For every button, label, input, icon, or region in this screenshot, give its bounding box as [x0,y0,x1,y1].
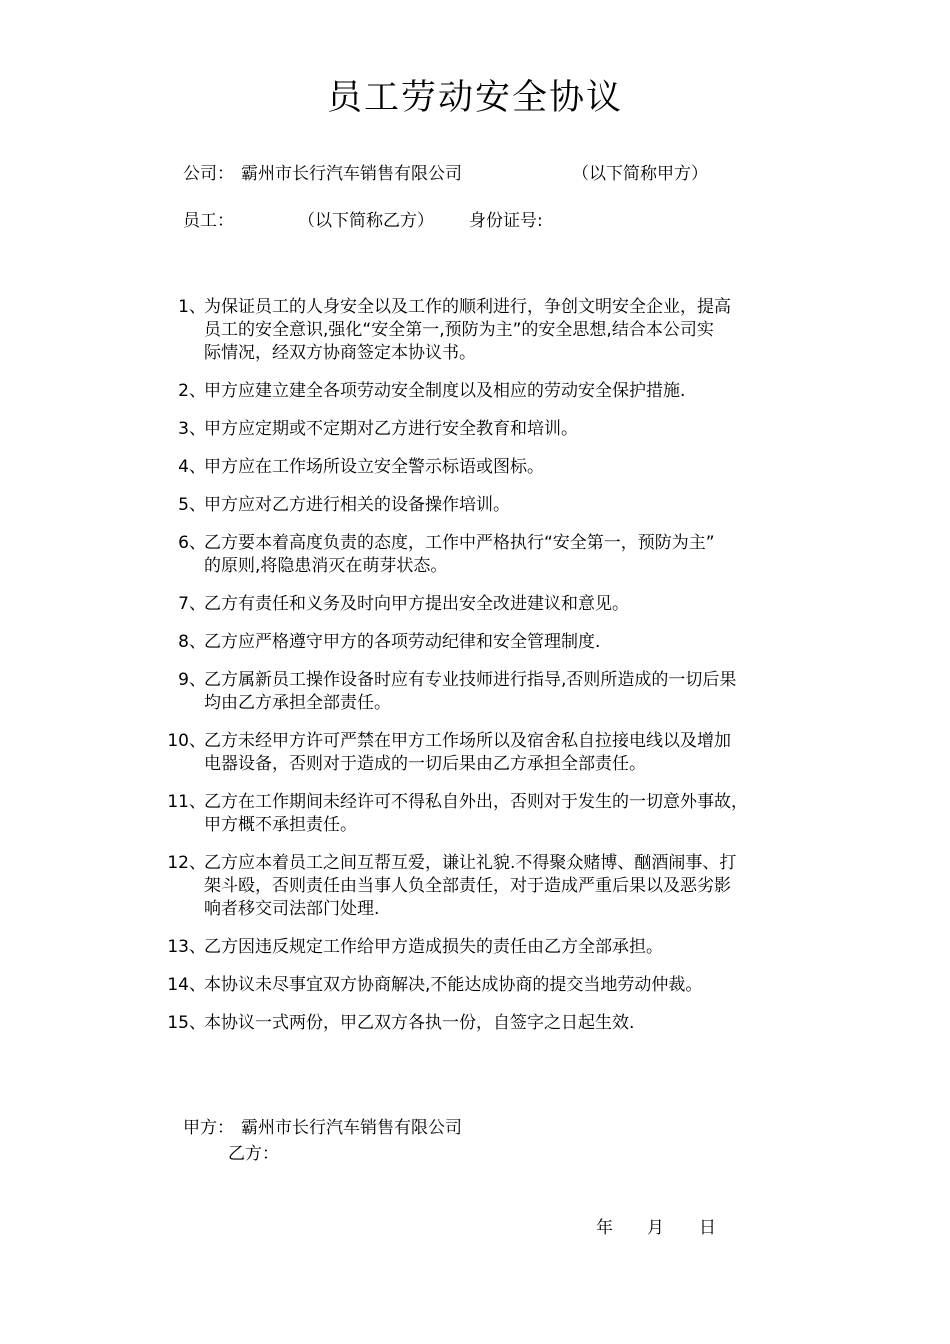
company-name: 霸州市长行汽车销售有限公司 [241,164,462,184]
clause-text-line: 乙方属新员工操作设备时应有专业技师进行指导,否则所造成的一切后果 [204,670,737,690]
clause-number: 4、 [178,457,206,477]
clause-number: 1、 [178,297,206,317]
clause-text-line: 甲方概不承担责任。 [204,815,357,835]
employee-label: 员工： [183,211,234,231]
date-year-label: 年 [596,1218,613,1238]
clause-item [160,730,820,776]
clause-item [160,1012,820,1035]
clause-text-line: 乙方因违反规定工作给甲方造成损失的责任由乙方全部承担。 [204,937,663,957]
date-month-label: 月 [647,1218,664,1238]
signature-party-a-label: 甲方： [183,1118,234,1138]
clause-text-line: 的原则,将隐患消灭在萌芽状态。 [204,556,448,576]
clause-text-line: 际情况，经双方协商签定本协议书。 [204,343,476,363]
clause-number: 2、 [178,381,206,401]
clause-text-line: 乙方应严格遵守甲方的各项劳动纪律和安全管理制度. [204,632,601,652]
signature-party-b-label: 乙方： [228,1144,279,1164]
clause-item [160,593,820,616]
clause-item [160,936,820,959]
clause-text-line: 乙方在工作期间未经许可不得私自外出，否则对于发生的一切意外事故， [204,792,748,812]
clause-text-line: 员工的安全意识,强化“安全第一,预防为主”的安全思想,结合本公司实 [204,320,714,340]
clause-number: 6、 [178,533,206,553]
clause-item [160,418,820,441]
document-title: 员工劳动安全协议 [326,78,623,118]
clause-text-line: 甲方应建立建全各项劳动安全制度以及相应的劳动安全保护措施. [204,381,686,401]
clause-list [160,296,820,1050]
clause-item [160,380,820,403]
clause-item [160,532,820,578]
clause-number: 15、 [167,1013,206,1033]
clause-number: 5、 [178,495,206,515]
clause-text-line: 乙方未经甲方许可严禁在甲方工作场所以及宿舍私自拉接电线以及增加 [204,731,731,751]
clause-text-line: 甲方应对乙方进行相关的设备操作培训。 [204,495,510,515]
clause-text-line: 甲方应在工作场所设立安全警示标语或图标。 [204,457,544,477]
clause-text-line: 电器设备，否则对于造成的一切后果由乙方承担全部责任。 [204,754,646,774]
clause-number: 13、 [167,937,206,957]
clause-text-line: 架斗殴，否则责任由当事人负全部责任，对于造成严重后果以及恶劣影 [204,876,731,896]
signature-party-a-name: 霸州市长行汽车销售有限公司 [241,1118,462,1138]
clause-text-line: 均由乙方承担全部责任。 [204,693,391,713]
clause-text-line: 本协议未尽事宜双方协商解决,不能达成协商的提交当地劳动仲裁。 [204,975,703,995]
clause-item [160,456,820,479]
clause-number: 10、 [167,731,206,751]
party-b-note: （以下简称乙方） [298,211,434,231]
clause-item [160,669,820,715]
clause-item [160,791,820,837]
clause-text-line: 乙方有责任和义务及时向甲方提出安全改进建议和意见。 [204,594,629,614]
clause-number: 7、 [178,594,206,614]
clause-item [160,631,820,654]
clause-item [160,296,820,365]
company-label: 公司： [183,164,234,184]
clause-item [160,852,820,921]
clause-text-line: 本协议一式两份，甲乙双方各执一份，自签字之日起生效. [204,1013,635,1033]
clause-number: 14、 [167,975,206,995]
clause-number: 12、 [167,853,206,873]
clause-number: 8、 [178,632,206,652]
id-number-label: 身份证号: [469,211,543,231]
clause-text-line: 乙方要本着高度负责的态度，工作中严格执行“安全第一，预防为主” [204,533,715,553]
clause-text-line: 乙方应本着员工之间互帮互爱，谦让礼貌.不得聚众赌博、酗酒闹事、打 [204,853,737,873]
clause-number: 3、 [178,419,206,439]
clause-text-line: 为保证员工的人身安全以及工作的顺利进行，争创文明安全企业，提高 [204,297,731,317]
clause-number: 9、 [178,670,206,690]
clause-item [160,494,820,517]
clause-item [160,974,820,997]
party-a-note: （以下简称甲方） [572,164,708,184]
clause-text-line: 甲方应定期或不定期对乙方进行安全教育和培训。 [204,419,578,439]
clause-text-line: 响者移交司法部门处理. [204,899,380,919]
date-day-label: 日 [699,1218,716,1238]
clause-number: 11、 [167,792,206,812]
